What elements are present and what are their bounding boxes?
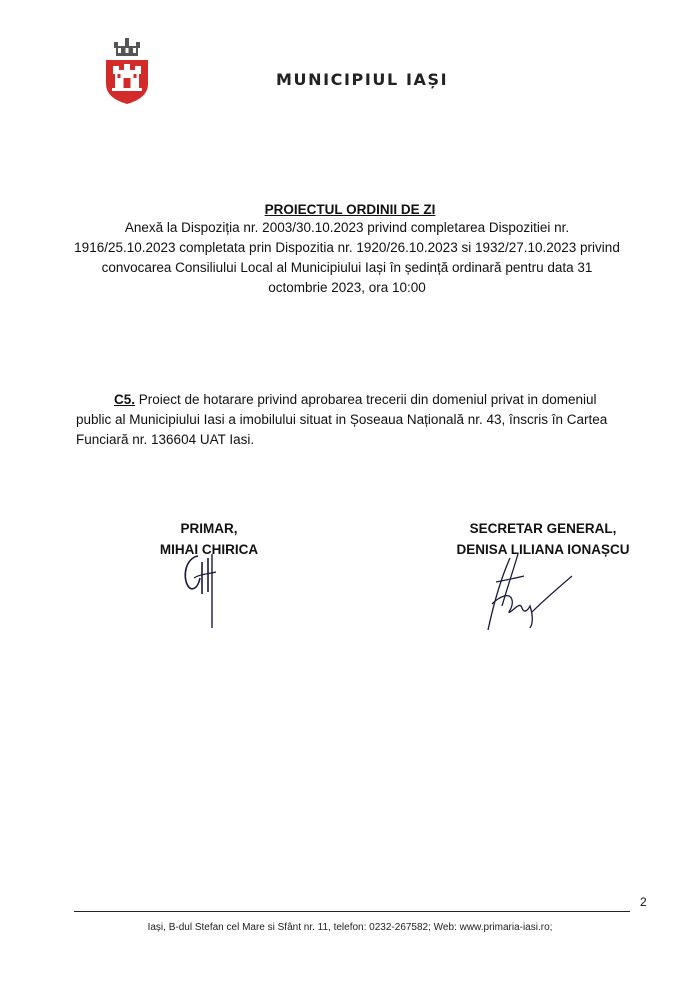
intro-line: convocarea Consiliului Local al Municipiului Iași în ședință ordinară pentru data 31 [101, 260, 593, 275]
mayor-name: MIHAI CHIRICA [159, 542, 259, 557]
document-intro [64, 218, 630, 298]
secretary-role: SECRETAR GENERAL, [469, 521, 617, 536]
mayor-signature-icon [176, 548, 228, 630]
footer-address: Iași, B-dul Stefan cel Mare si Sfânt nr. 11, telefon: 0232-267582; Web: www.primaria-iasi.ro; [147, 922, 553, 933]
agenda-item-text: Proiect de hotarare privind aprobarea trecerii din domeniul privat in domeniul [138, 392, 597, 407]
agenda-item-line: public al Municipiului Iasi a imobilului situat in Șoseaua Națională nr. 43, înscris în Cartea [76, 412, 608, 427]
document-title: PROIECTUL ORDINII DE ZI [264, 202, 436, 217]
footer-divider [74, 911, 630, 912]
intro-line: octombrie 2023, ora 10:00 [268, 280, 426, 295]
institution-name: MUNICIPIUL IAȘI [276, 70, 449, 89]
intro-line: Anexă la Dispoziția nr. 2003/30.10.2023 privind completarea Dispozitiei nr. [124, 220, 570, 235]
intro-line: 1916/25.10.2023 completata prin Dispozitia nr. 1920/26.10.2023 si 1932/27.10.2023 privind [74, 240, 620, 255]
page-number: 2 [640, 895, 647, 909]
mayor-role: PRIMAR, [180, 521, 238, 536]
agenda-item-line: Funciară nr. 136604 UAT Iasi. [76, 432, 255, 447]
agenda-item [76, 390, 626, 450]
secretary-name: DENISA LILIANA IONAȘCU [456, 542, 630, 557]
secretary-signature-icon [480, 552, 580, 634]
agenda-item-code: C5. [114, 392, 136, 407]
coat-of-arms-icon [104, 38, 150, 104]
agenda-item-line [76, 390, 626, 410]
